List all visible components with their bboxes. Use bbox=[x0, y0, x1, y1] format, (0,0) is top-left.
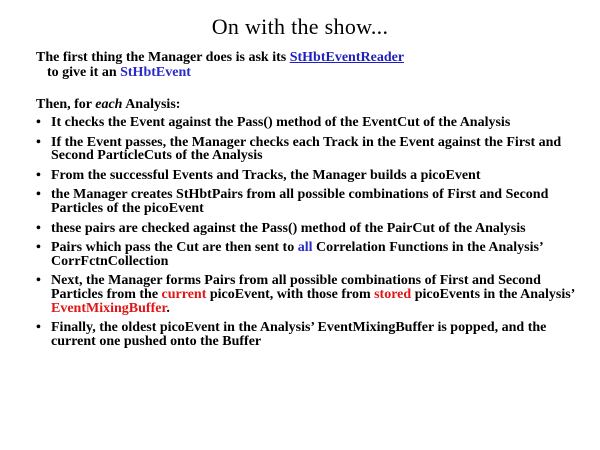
analysis-heading bbox=[36, 97, 180, 112]
list-item bbox=[36, 241, 591, 268]
emphasis-event-mixing-buffer: EventMixingBuffer bbox=[51, 300, 167, 316]
intro-line-1 bbox=[36, 50, 586, 65]
bullet-icon: • bbox=[36, 240, 41, 256]
bullet-icon: • bbox=[36, 187, 41, 203]
list-item-text: picoEvents in the Analysis’ bbox=[411, 286, 575, 302]
emphasis-current: current bbox=[161, 286, 207, 302]
analysis-heading-post: Analysis: bbox=[122, 97, 181, 112]
list-item-text: . bbox=[166, 300, 170, 316]
intro-text-2: to give it an bbox=[47, 65, 121, 80]
emphasis-stored: stored bbox=[374, 286, 412, 302]
list-item bbox=[36, 321, 591, 348]
bullet-icon: • bbox=[36, 273, 41, 289]
analysis-heading-emphasis: each bbox=[95, 97, 123, 112]
list-item-text: It checks the Event against the Pass() method of the EventCut of the Analysis bbox=[51, 115, 511, 130]
bullet-icon: • bbox=[36, 115, 41, 130]
list-item bbox=[36, 136, 591, 163]
bullet-icon: • bbox=[36, 167, 41, 183]
slide-title: On with the show... bbox=[211, 14, 389, 39]
list-item-text: Correlation Functions in the Analysis’ CorrFctnCollection bbox=[51, 240, 543, 269]
list-item-text: If the Event passes, the Manager checks each Track in the Event against the First and Second ParticleCuts of the Analysis bbox=[51, 134, 562, 164]
intro-line-2 bbox=[36, 65, 586, 80]
intro-paragraph bbox=[36, 50, 586, 80]
list-item-text: Pairs which pass the Cut are then sent to bbox=[51, 240, 298, 256]
list-item bbox=[36, 169, 591, 183]
list-item-text: the Manager creates StHbtPairs from all possible combinations of First and Second Particles of the picoEvent bbox=[51, 187, 549, 216]
analysis-heading-pre: Then, for bbox=[36, 97, 96, 112]
list-item-text: these pairs are checked against the Pass() method of the PairCut of the Analysis bbox=[51, 220, 526, 236]
list-item bbox=[36, 116, 591, 130]
event-reader-link[interactable]: StHbtEventReader bbox=[289, 50, 405, 65]
intro-text-1: The first thing the Manager does is ask its bbox=[36, 50, 290, 65]
list-item bbox=[36, 222, 591, 236]
emphasis-all: all bbox=[297, 240, 313, 256]
list-item-text: Finally, the oldest picoEvent in the Analysis’ EventMixingBuffer is popped, and the current one pushed onto the Buffer bbox=[51, 320, 547, 349]
bullet-icon: • bbox=[36, 220, 41, 236]
list-item-text: picoEvent, with those from bbox=[206, 286, 375, 302]
list-item-text: From the successful Events and Tracks, the Manager builds a picoEvent bbox=[51, 167, 481, 183]
bullet-icon: • bbox=[36, 134, 41, 150]
event-link[interactable]: StHbtEvent bbox=[120, 65, 191, 80]
bullet-icon: • bbox=[36, 320, 41, 336]
list-item bbox=[36, 274, 591, 315]
analysis-steps-list bbox=[36, 116, 591, 354]
list-item-text: Next, the Manager forms Pairs from all possible combinations of First and Second Particles from the bbox=[51, 273, 541, 302]
list-item bbox=[36, 188, 591, 215]
